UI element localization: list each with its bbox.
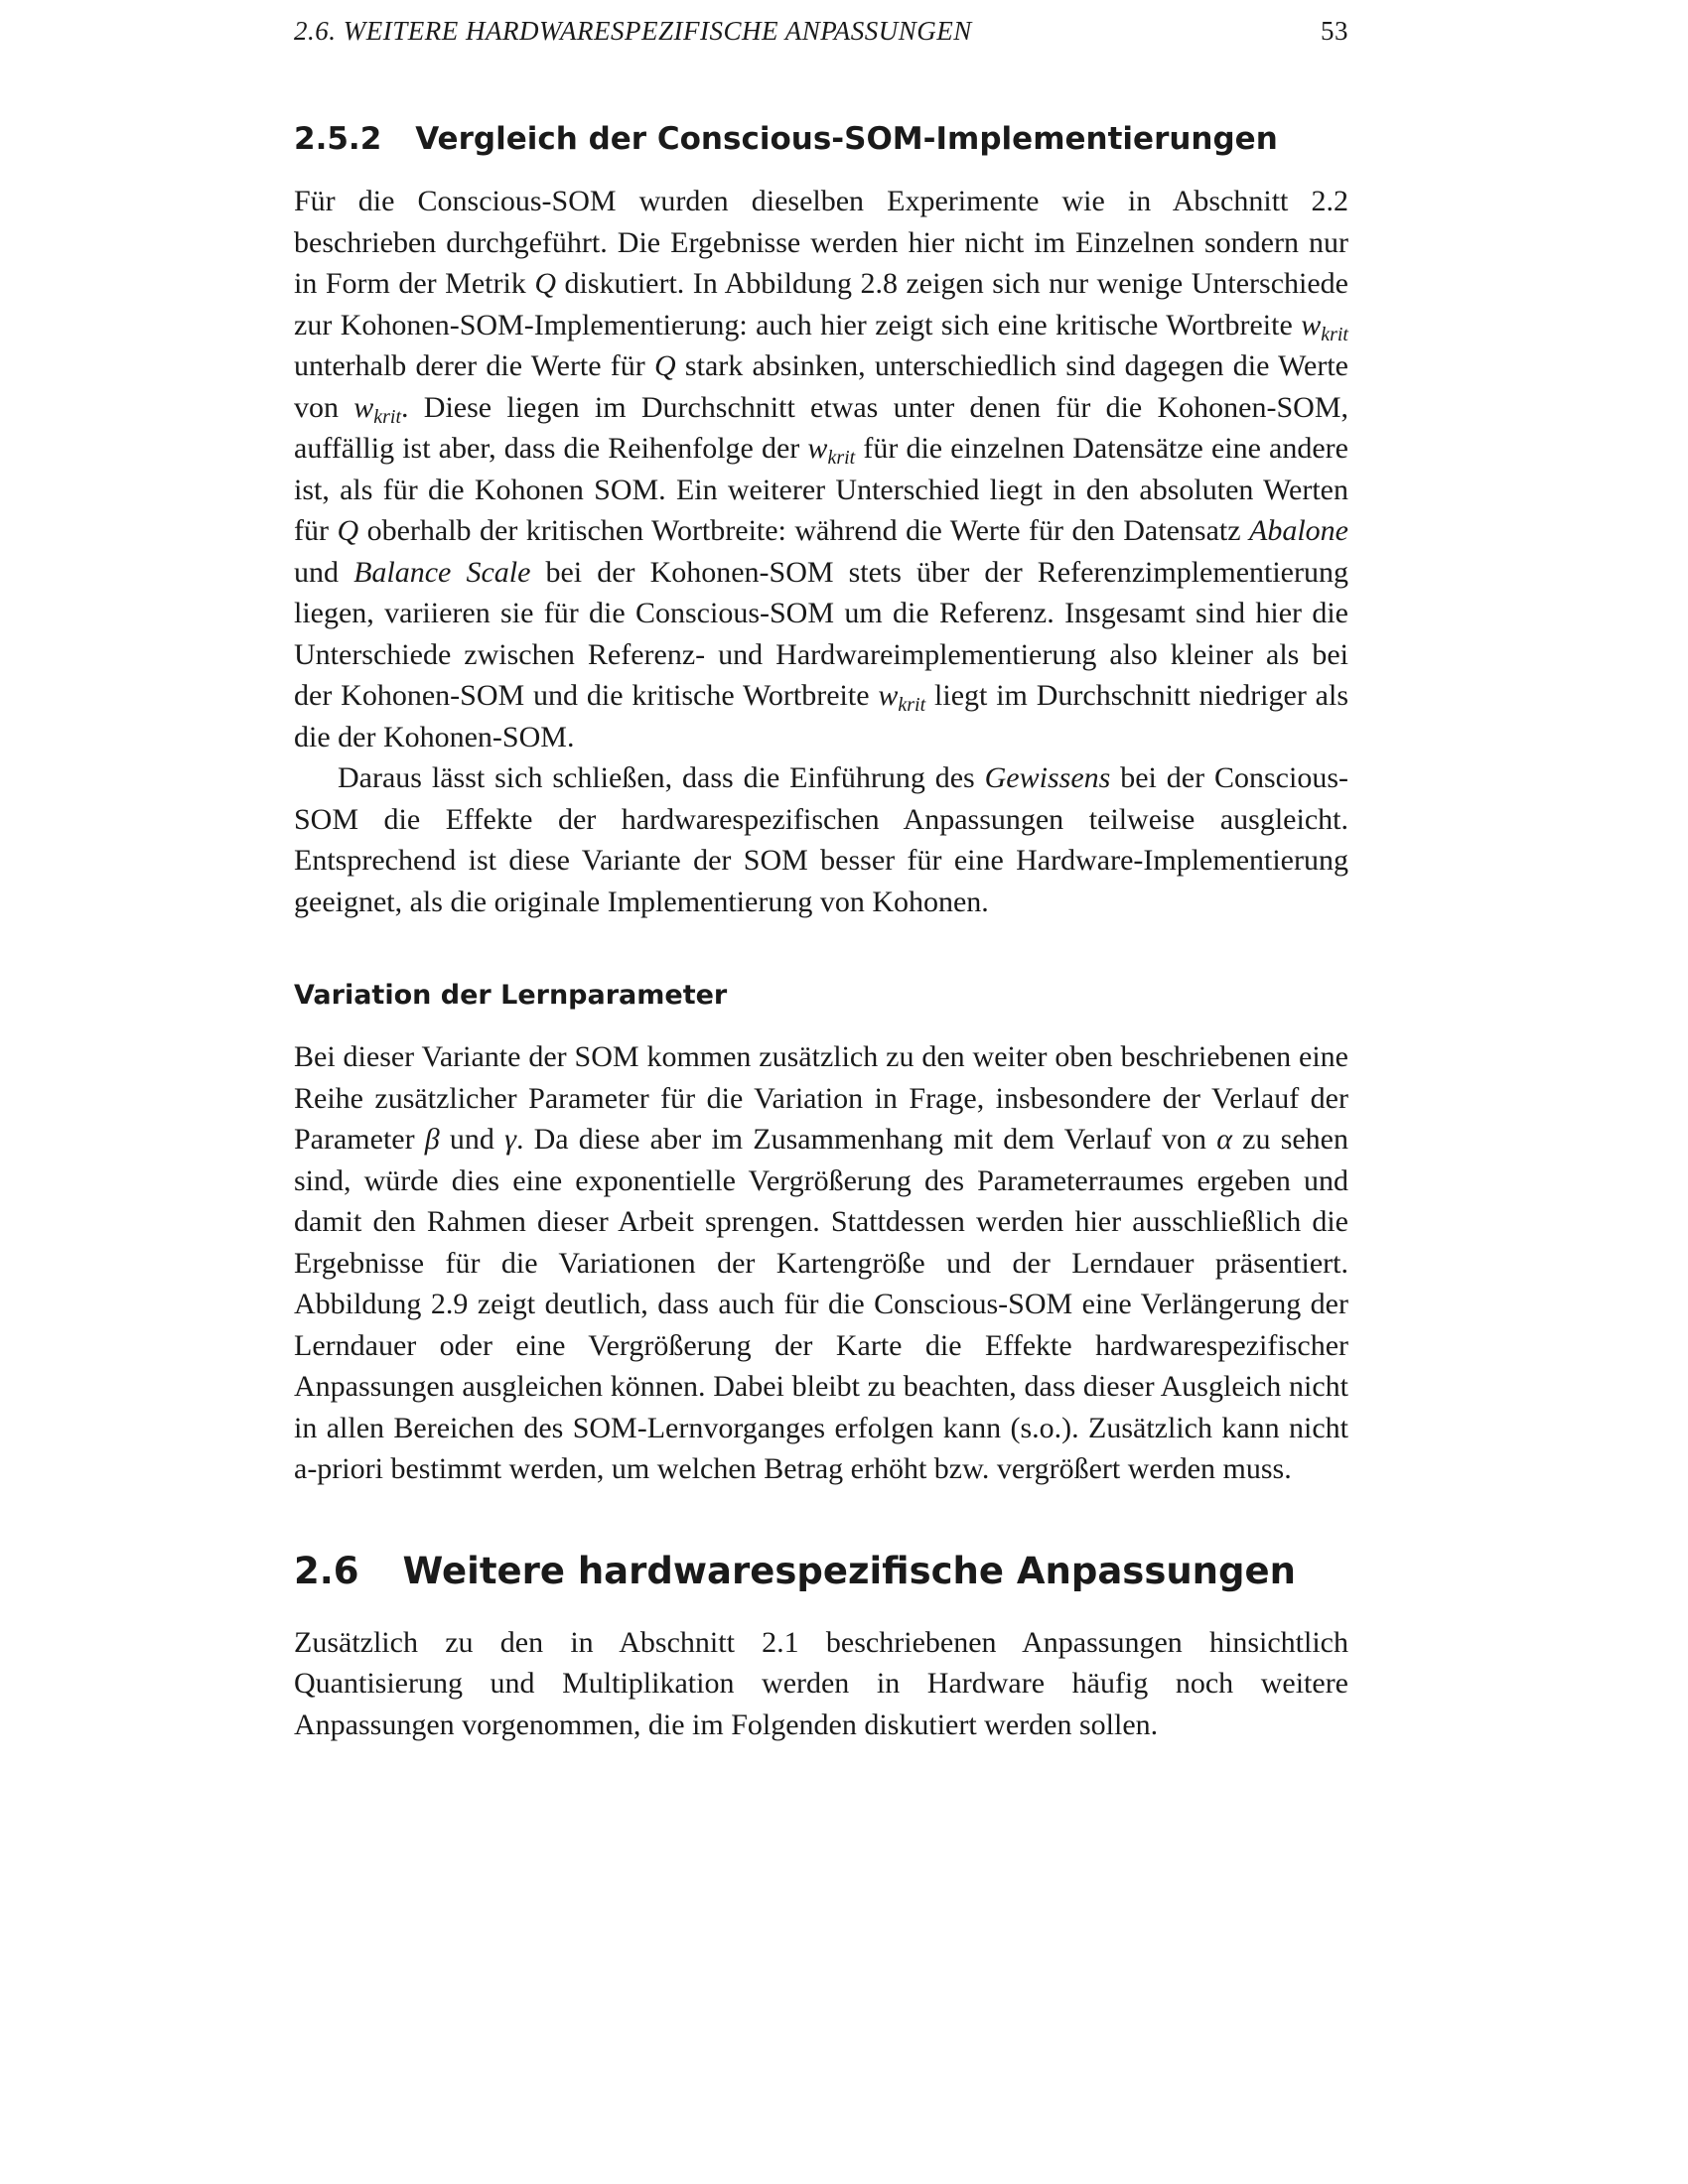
running-header [294, 16, 1348, 56]
paragraph-conscious-som-comparison: Für die Conscious-SOM wurden dieselben Experimente wie in Abschnitt 2.2 beschrieben durchgeführt. Die Ergebnisse werden hier nicht im Einzelnen sondern nur in Form der Metrik Q diskutiert. In Abbildung 2.8 zeigen sich nur wenige Unterschiede zur Kohonen-SOM-Implementierung: auch hier zeigt sich eine kritische Wortbreite $w_{krit}$ unterhalb derer die Werte für Q stark absinken, unterschiedlich sind dagegen die Werte von $w_{krit}$. Diese liegen im Durchschnitt etwas unter denen für die Kohonen-SOM, auffällig ist aber, dass die Reihenfolge der $w_{krit}$ für die einzelnen Datensätze eine andere ist, als für die Kohonen SOM. Ein weiterer Unterschied liegt in den absoluten Werten für Q oberhalb der kritischen Wortbreite: während die Werte für den Datensatz Abalone und Balance Scale bei der Kohonen-SOM stets über der Referenzimplementierung liegen, variieren sie für die Conscious-SOM um die Referenz. Insgesamt sind hier die Unterschiede zwischen Referenz- und Hardwareimplementierung also kleiner als bei der Kohonen-SOM und die kritische Wortbreite $w_{krit}$ liegt im Durchschnitt niedriger als die der Kohonen-SOM. [294, 185, 1349, 753]
math-alpha: α [1216, 1123, 1232, 1156]
math-gamma: γ [504, 1123, 516, 1156]
term-gewissens: Gewissens [984, 761, 1111, 794]
dataset-abalone: Abalone [1249, 514, 1348, 547]
math-w-krit: $w_{krit}$ [353, 390, 402, 428]
paragraph-section-intro: Zusätzlich zu den in Abschnitt 2.1 beschriebenen Anpassungen hinsichtlich Quantisierung und Multiplikation werden in Hardware häufig noch weitere Anpassungen vorgenommen, die im Folgenden diskutiert werden sollen. [294, 1625, 1348, 1741]
math-w-krit: $w_{krit}$ [878, 679, 926, 716]
math-q: Q [534, 267, 556, 300]
page-number: 53 [1321, 16, 1348, 46]
section-number: 2.6 [294, 1549, 359, 1592]
math-w-krit: $w_{krit}$ [1301, 308, 1348, 345]
math-w-krit: $w_{krit}$ [807, 432, 856, 469]
subsection-heading [294, 121, 1348, 157]
math-q: Q [654, 349, 676, 382]
page-body [294, 121, 1348, 1745]
dataset-balance-scale: Balance Scale [353, 555, 531, 589]
paragraph-conclusion: Daraus lässt sich schließen, dass die Einführung des Gewissens bei der Conscious-SOM die Effekte der hardwarespezifischen Anpassungen teilweise ausgleicht. Entsprechend ist diese Variante der SOM besser für eine Hardware-Implementierung geeignet, als die originale Implementierung von Kohonen. [294, 761, 1348, 918]
running-header-title: 2.6. WEITERE HARDWARESPEZIFISCHE ANPASSUNGEN [294, 16, 972, 46]
subsection-number: 2.5.2 [294, 121, 382, 157]
section-title: Weitere hardwarespezifische Anpassungen [402, 1549, 1296, 1592]
subsection-title: Vergleich der Conscious-SOM-Implementierungen [415, 121, 1278, 157]
math-beta: β [424, 1123, 440, 1156]
paragraph-heading-lernparameter: Variation der Lernparameter [294, 980, 728, 1011]
section-heading [294, 1550, 1348, 1592]
paragraph-lernparameter: Bei dieser Variante der SOM kommen zusätzlich zu den weiter oben beschriebenen eine Reihe zusätzlicher Parameter für die Variation in Frage, insbesondere der Verlauf der Parameter β und γ. Da diese aber im Zusammenhang mit dem Verlauf von α zu sehen sind, würde dies eine exponentielle Vergrößerung des Parameterraumes ergeben und damit den Rahmen dieser Arbeit sprengen. Stattdessen werden hier ausschließlich die Ergebnisse für die Variationen der Kartengröße und der Lerndauer präsentiert. Abbildung 2.9 zeigt deutlich, dass auch für die Conscious-SOM eine Verlängerung der Lerndauer oder eine Vergrößerung der Karte die Effekte hardwarespezifischer Anpassungen ausgleichen können. Dabei bleibt zu beachten, dass dieser Ausgleich nicht in allen Bereichen des SOM-Lernvorganges erfolgen kann (s.o.). Zusätzlich kann nicht a-priori bestimmt werden, um welchen Betrag erhöht bzw. vergrößert werden muss. [294, 1040, 1348, 1485]
math-q: Q [337, 514, 359, 547]
